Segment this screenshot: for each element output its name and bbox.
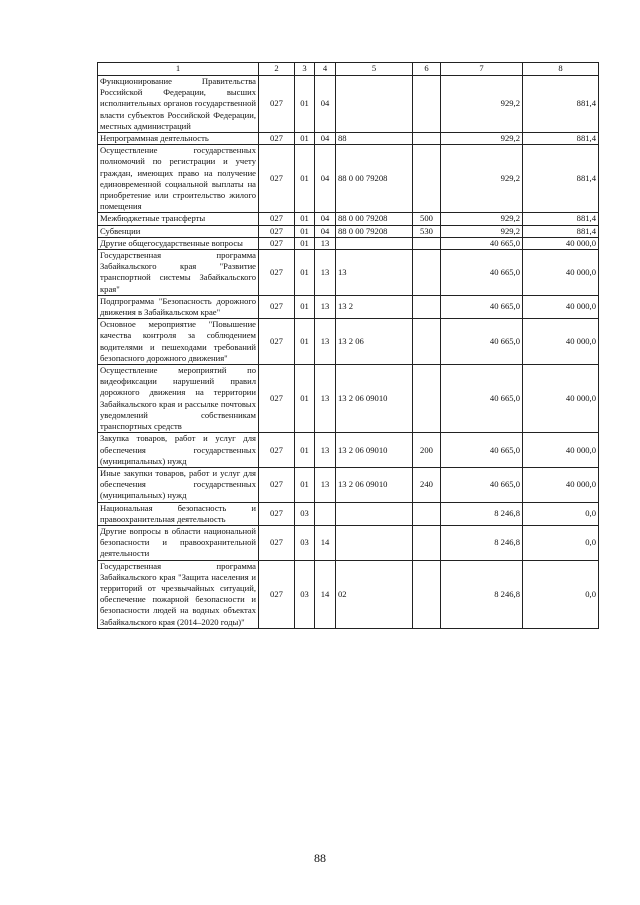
- gr-cell: 027: [259, 237, 295, 249]
- sum1-cell: 929,2: [441, 225, 523, 237]
- sum2-cell: 40 000,0: [523, 319, 599, 365]
- csr-cell: [336, 237, 413, 249]
- budget-table: [97, 62, 599, 629]
- rz-cell: 01: [295, 225, 315, 237]
- pr-cell: 04: [315, 76, 336, 133]
- rz-cell: 03: [295, 525, 315, 560]
- csr-cell: [336, 525, 413, 560]
- header-cell: 7: [441, 63, 523, 76]
- table-row: [98, 433, 599, 468]
- csr-cell: 88 0 00 79208: [336, 225, 413, 237]
- gr-cell: 027: [259, 213, 295, 225]
- gr-cell: 027: [259, 145, 295, 213]
- gr-cell: 027: [259, 433, 295, 468]
- rz-cell: 01: [295, 133, 315, 145]
- csr-cell: [336, 76, 413, 133]
- table-row: [98, 237, 599, 249]
- rz-cell: 01: [295, 145, 315, 213]
- sum2-cell: 881,4: [523, 213, 599, 225]
- pr-cell: 04: [315, 213, 336, 225]
- vr-cell: 500: [413, 213, 441, 225]
- header-cell: 6: [413, 63, 441, 76]
- pr-cell: 13: [315, 365, 336, 433]
- header-cell: 5: [336, 63, 413, 76]
- gr-cell: 027: [259, 560, 295, 628]
- row-name-cell: Государственная программа Забайкальского края "Развитие транспортной системы Забайкальского края": [98, 250, 259, 296]
- pr-cell: 04: [315, 133, 336, 145]
- pr-cell: 13: [315, 295, 336, 318]
- row-name-cell: Национальная безопасность и правоохранительная деятельность: [98, 502, 259, 525]
- gr-cell: 027: [259, 365, 295, 433]
- header-cell: 4: [315, 63, 336, 76]
- pr-cell: 13: [315, 467, 336, 502]
- csr-cell: 88 0 00 79208: [336, 145, 413, 213]
- pr-cell: 14: [315, 560, 336, 628]
- sum1-cell: 929,2: [441, 133, 523, 145]
- table-row: [98, 295, 599, 318]
- vr-cell: [413, 365, 441, 433]
- pr-cell: 13: [315, 250, 336, 296]
- csr-cell: 88: [336, 133, 413, 145]
- gr-cell: 027: [259, 502, 295, 525]
- table-row: [98, 365, 599, 433]
- pr-cell: 04: [315, 145, 336, 213]
- row-name-cell: Другие вопросы в области национальной безопасности и правоохранительной деятельности: [98, 525, 259, 560]
- table-row: [98, 133, 599, 145]
- sum1-cell: 40 665,0: [441, 433, 523, 468]
- sum2-cell: 40 000,0: [523, 237, 599, 249]
- rz-cell: 01: [295, 319, 315, 365]
- table-row: [98, 145, 599, 213]
- row-name-cell: Осуществление мероприятий по видеофиксации нарушений правил дорожного движения на территории Забайкальского края и рассылке почтовых уведомлений собственникам транспортных средств: [98, 365, 259, 433]
- row-name-cell: Функционирование Правительства Российской Федерации, высших исполнительных органов государственной власти субъектов Российской Федерации, местных администраций: [98, 76, 259, 133]
- header-cell: 8: [523, 63, 599, 76]
- gr-cell: 027: [259, 525, 295, 560]
- sum2-cell: 40 000,0: [523, 295, 599, 318]
- sum1-cell: 40 665,0: [441, 365, 523, 433]
- gr-cell: 027: [259, 76, 295, 133]
- pr-cell: 13: [315, 237, 336, 249]
- gr-cell: 027: [259, 133, 295, 145]
- sum1-cell: 40 665,0: [441, 467, 523, 502]
- row-name-cell: Иные закупки товаров, работ и услуг для обеспечения государственных (муниципальных) нужд: [98, 467, 259, 502]
- vr-cell: 200: [413, 433, 441, 468]
- sum2-cell: 40 000,0: [523, 433, 599, 468]
- table-row: [98, 502, 599, 525]
- row-name-cell: Закупка товаров, работ и услуг для обеспечения государственных (муниципальных) нужд: [98, 433, 259, 468]
- vr-cell: [413, 295, 441, 318]
- sum1-cell: 929,2: [441, 213, 523, 225]
- sum1-cell: 8 246,8: [441, 560, 523, 628]
- gr-cell: 027: [259, 467, 295, 502]
- gr-cell: 027: [259, 319, 295, 365]
- pr-cell: 14: [315, 525, 336, 560]
- csr-cell: 13 2 06: [336, 319, 413, 365]
- table-row: [98, 560, 599, 628]
- rz-cell: 01: [295, 237, 315, 249]
- table-row: [98, 319, 599, 365]
- rz-cell: 01: [295, 250, 315, 296]
- header-cell: 3: [295, 63, 315, 76]
- vr-cell: [413, 560, 441, 628]
- csr-cell: 13 2: [336, 295, 413, 318]
- sum1-cell: 929,2: [441, 76, 523, 133]
- sum1-cell: 8 246,8: [441, 502, 523, 525]
- rz-cell: 01: [295, 433, 315, 468]
- pr-cell: [315, 502, 336, 525]
- sum2-cell: 0,0: [523, 502, 599, 525]
- sum1-cell: 40 665,0: [441, 250, 523, 296]
- rz-cell: 03: [295, 502, 315, 525]
- row-name-cell: Государственная программа Забайкальского края "Защита населения и территорий от чрезвычайных ситуаций, обеспечение пожарной безопасности и безопасности людей на водных объектах Забайкальского края (2014–2020 годы)": [98, 560, 259, 628]
- csr-cell: 13 2 06 09010: [336, 365, 413, 433]
- gr-cell: 027: [259, 250, 295, 296]
- pr-cell: 13: [315, 433, 336, 468]
- sum1-cell: 40 665,0: [441, 237, 523, 249]
- rz-cell: 01: [295, 295, 315, 318]
- row-name-cell: Основное мероприятие "Повышение качества контроля за соблюдением водителями и пешеходами требований безопасного дорожного движения": [98, 319, 259, 365]
- rz-cell: 03: [295, 560, 315, 628]
- table-header-row: [98, 63, 599, 76]
- gr-cell: 027: [259, 225, 295, 237]
- sum2-cell: 881,4: [523, 76, 599, 133]
- row-name-cell: Подпрограмма "Безопасность дорожного движения в Забайкальском крае": [98, 295, 259, 318]
- table-row: [98, 250, 599, 296]
- rz-cell: 01: [295, 76, 315, 133]
- vr-cell: [413, 319, 441, 365]
- vr-cell: [413, 502, 441, 525]
- pr-cell: 04: [315, 225, 336, 237]
- vr-cell: [413, 145, 441, 213]
- row-name-cell: Другие общегосударственные вопросы: [98, 237, 259, 249]
- table-row: [98, 467, 599, 502]
- vr-cell: [413, 76, 441, 133]
- csr-cell: 13 2 06 09010: [336, 433, 413, 468]
- vr-cell: [413, 133, 441, 145]
- sum2-cell: 40 000,0: [523, 467, 599, 502]
- pr-cell: 13: [315, 319, 336, 365]
- rz-cell: 01: [295, 365, 315, 433]
- rz-cell: 01: [295, 467, 315, 502]
- csr-cell: 88 0 00 79208: [336, 213, 413, 225]
- row-name-cell: Межбюджетные трансферты: [98, 213, 259, 225]
- csr-cell: 02: [336, 560, 413, 628]
- vr-cell: [413, 250, 441, 296]
- sum2-cell: 881,4: [523, 145, 599, 213]
- sum1-cell: 40 665,0: [441, 319, 523, 365]
- vr-cell: [413, 525, 441, 560]
- table-row: [98, 225, 599, 237]
- table-row: [98, 525, 599, 560]
- sum2-cell: 40 000,0: [523, 250, 599, 296]
- header-cell: 1: [98, 63, 259, 76]
- sum1-cell: 40 665,0: [441, 295, 523, 318]
- sum2-cell: 881,4: [523, 225, 599, 237]
- row-name-cell: Непрограммная деятельность: [98, 133, 259, 145]
- vr-cell: [413, 237, 441, 249]
- gr-cell: 027: [259, 295, 295, 318]
- sum2-cell: 40 000,0: [523, 365, 599, 433]
- page-number: 88: [314, 851, 326, 865]
- sum2-cell: 0,0: [523, 560, 599, 628]
- rz-cell: 01: [295, 213, 315, 225]
- header-cell: 2: [259, 63, 295, 76]
- row-name-cell: Осуществление государственных полномочий по регистрации и учету граждан, имеющих право на получение единовременной социальной выплаты на приобретение или строительство жилого помещения: [98, 145, 259, 213]
- table-row: [98, 76, 599, 133]
- vr-cell: 240: [413, 467, 441, 502]
- table-row: [98, 213, 599, 225]
- csr-cell: 13 2 06 09010: [336, 467, 413, 502]
- sum2-cell: 0,0: [523, 525, 599, 560]
- sum2-cell: 881,4: [523, 133, 599, 145]
- csr-cell: 13: [336, 250, 413, 296]
- vr-cell: 530: [413, 225, 441, 237]
- csr-cell: [336, 502, 413, 525]
- sum1-cell: 929,2: [441, 145, 523, 213]
- row-name-cell: Субвенции: [98, 225, 259, 237]
- sum1-cell: 8 246,8: [441, 525, 523, 560]
